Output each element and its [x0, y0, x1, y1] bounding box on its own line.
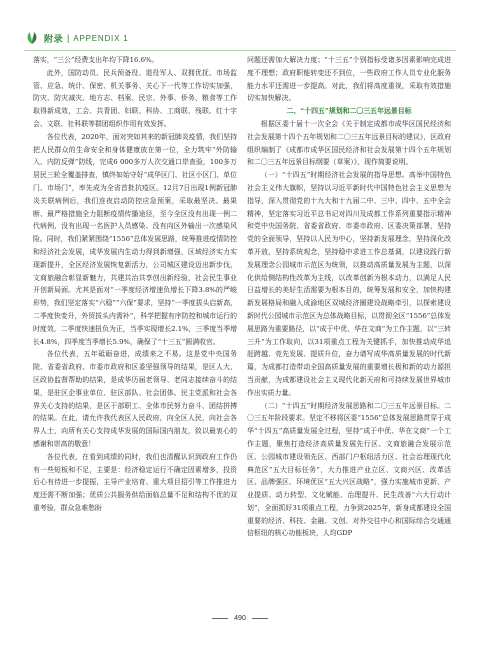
appendix-logo-icon — [24, 30, 40, 46]
body-paragraph: 落实，“三公”经费支出年均下降16.6%。 — [33, 56, 159, 64]
footer-rule-left — [212, 618, 228, 619]
header-rule — [24, 50, 456, 51]
page-header — [24, 30, 129, 46]
header-title: 附录 — [44, 33, 64, 44]
body-paragraph: 各位代表，在看到成绩的同时，我们也清醒认识到政府工作仍有一些短板和不足，主要是：经济稳定运行不确定因素增多，投资后心有待进一步提振，主导产业培育、重大项目招引等工作推进力度还需不断加强；优质公共服务供给面临总量不足和结构不优的双重考验，群众急难愁盼 — [33, 452, 237, 512]
footer-rule-right — [252, 618, 268, 619]
body-paragraph: 问题还需加大解决力度；“十三五”个别指标受诸多因素影响完成进度不理想；政府职能转变还不到位，一些政府工作人员专业化服务能力水平还需进一步提高。对此，我们将高度重视，采取有效措施切实加快解决。 — [247, 56, 451, 103]
body-paragraph: 各位代表，2020年，面对突如其来的新冠肺炎疫情，我们坚持把人民群众的生命安全和身体健康放在第一位，全力筑牢“外防输入、内防反弹”防线，完成6 000多万人次交通口岸查验，100多万居民三轮全覆盖排查，镇终如始守好“成华区门、社区小区门、单位门、市场门”，率先成为全省首批抗疫区。12月7日出现1例新冠肺炎关联病例后，我们连夜启动防控应急预案，采取最坚决、最果断、最严格措施全力阻断疫情传播途径，至今全区没有出现一例二代病例，没有出现一名医护人员感染、没有向区外输出一次感染风险。同时，我们紧紧围绕“1556”总体发展思路，统筹推进疫情防控和经济社会发展，成华发展内生动力得到新增强，区域经济实力实现新提升，全区经济发展恢复新活力，公司城区建设迈出新步伐，文商旅融合彰显新魅力，共建共治共享创出新经验，社会民生事业开创新局面。尤其是面对“一季度经济增速负增长下降3.8%的严峻形势，我们坚定落实“六稳”“六保”要求，坚持“一季度拔头启新高，二季度快变升，外贸拔头内需补”，科学把握有序防控和城市运行的时度效，二季度快速扭负为正，当季实现增长2.1%，三季度当季增长4.8%，四季度当季增长5.9%，确保了“十三五”圆满收官。 — [33, 132, 237, 346]
body-paragraph: 各位代表，五年砥砺奋进，成绩来之不易。这是党中央国务院、省委省政府、市委市政府和区委坚强领导的结果，是区人大、区政协监督帮助的结果，是成华历届老领导、老同志接续奋斗的结果，是驻区企事业单位、驻区部队、社会团体、民主党派和社会各界关心支持的结果，是区干部职工、全体市民努力奋斗、团结拼搏的结果。在此，请允许我代表区人民政府，向全区人民，向社会各界人士，向所有关心支持成华发展的国际国内朋友，致以最衷心的感谢和崇高的敬意！ — [33, 350, 237, 448]
section-heading: 二、“十四五”规划和二〇三五年远景目标 — [286, 107, 412, 116]
body-paragraph: 此外，国防动员、民兵预备役、退役军人、双拥优抚、市场监管、应急、统计、保密、机关事务、关心下一代等工作切实加强，防灾、防灾减灾、地方志、档案、民宗、外事、侨务、粮食等工作取得新成效，工会、共青团、妇联、科协、工商联、残联、红十字会、文联、社科联等群团组织作用有效发挥。 — [33, 68, 237, 128]
right-column — [247, 54, 451, 540]
page-footer — [0, 615, 480, 622]
left-column — [33, 54, 237, 515]
header-subtitle: APPENDIX 1 — [73, 33, 129, 43]
page-number: 490 — [234, 615, 246, 622]
body-paragraph: （一）“十四五”时期经济社会发展的指导思想。高举中国特色社会主义伟大旗帜，坚持以习近平新时代中国特色社会主义思想为指导，深入贯彻党的十九大和十九届二中、三中、四中、五中全会精神，坚定落实习近平总书记对四川及成都工作系列重要指示精神和党中央国务院、省委省政府、市委市政府、区委决策部署，坚持党的全面领导，坚持以人民为中心，坚持新发展理念，坚持深化改革开放，坚持系统观念，坚持稳中求进工作总基调，以建设践行新发展理念公园城市示范区为统领，以推动高质量发展为主题，以深化供给侧结构性改革为主线，以改革创新为根本动力，以满足人民日益增长的美好生活需要为根本目的，统筹发展和安全，加快构建新发展格局和融入成渝地区双城经济圈建设战略牵引，以探索建设新时代公园城市示范区为总体战略目标，以贯彻全区“1556”总体发展思路为重要路径，以“成于中优、华在文商”为工作主题，以“三转三升”为工作取向，以31项重点工程为关键抓手，加快推动成华追赶跨越、竞先发展、提质升位，奋力谱写成华高质量发展的时代新篇，为成都打造带动全国高质量发展的重要增长极和新的动力源担当贡献，为成都建设社会主义现代化新天府和可持续发展世界城市作出实质力量。 — [247, 171, 451, 397]
body-paragraph: （二）“十四五”时期经济发展思路和二〇三五年远景目标。二〇三五年阶段要求。坚定不移将区委“1556”总体发展思路贯穿于成华“十四五”高质量发展全过程，坚持“成于中优、华在文商”一个工作主题，聚焦打造经济高质量发展先行区、文商旅融合发展示范区、公园城市建设领先区、西部门户枢纽活力区、社会治理现代化典范区“五大目标任务”，大力推进产业立区、文商兴区、改革活区、品牌强区、环境优区“五大兴区战略”，强力实施城市更新、产业提质、动力转型、文化赋能、治理提升、民生改善“六大行动计划”，全面抓好31项重点工程，力争到2025年，新身成都建设全国重要的经济、科技、金融、文创、对外交往中心和国际综合交通通信枢纽的核心功能板块，人均GDP — [247, 401, 451, 538]
body-paragraph: 根据区委十届十一次全会《关于制定成都市成华区国民经济和社会发展第十四个五年规划和二〇三五年远景目标的建议》，区政府组织编制了《成都市成华区国民经济和社会发展第十四个五年规划和二〇三五年远景目标纲要（草案）》，现作简要说明。 — [247, 119, 451, 167]
header-separator: | — [67, 33, 70, 43]
